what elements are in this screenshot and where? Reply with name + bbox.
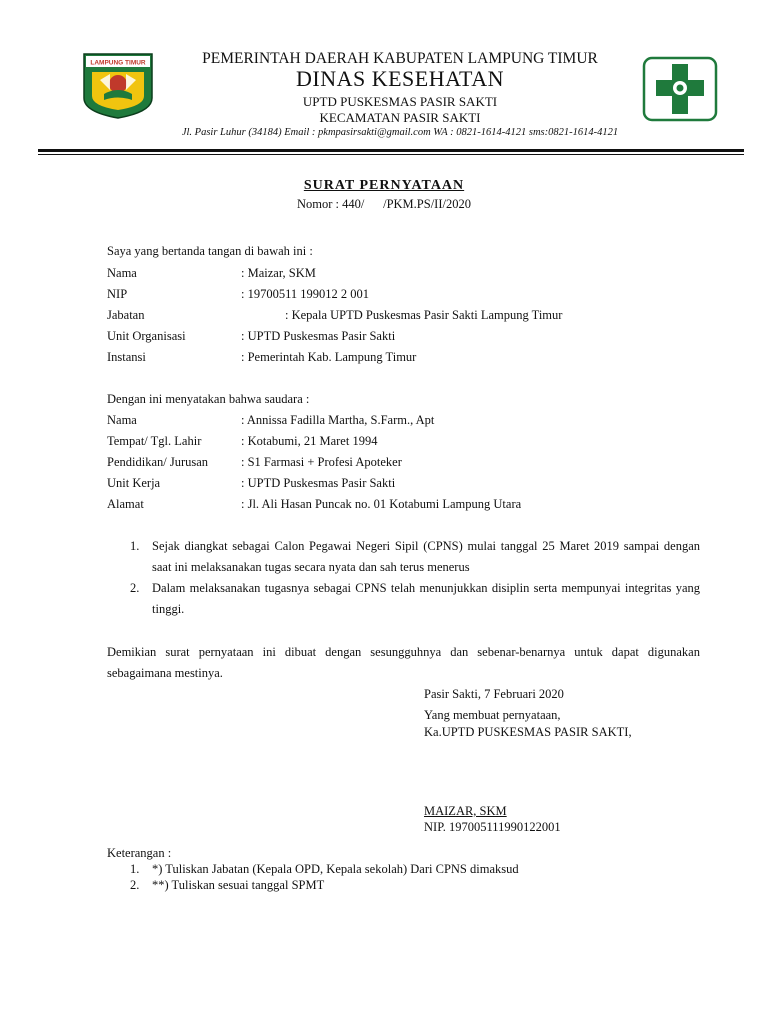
- signer-value-nip: : 19700511 199012 2 001: [241, 287, 370, 301]
- note-text-1: *) Tuliskan Jabatan (Kepala OPD, Kepala sekolah) Dari CPNS dimaksud: [152, 862, 519, 876]
- signature-place-date: Pasir Sakti, 7 Februari 2020: [424, 687, 564, 701]
- note-text-2: **) Tuliskan sesuai tanggal SPMT: [152, 878, 325, 892]
- subject-value-workunit: : UPTD Puskesmas Pasir Sakti: [241, 476, 396, 490]
- statement-text-1: Sejak diangkat sebagai Calon Pegawai Negeri Sipil (CPNS) mulai tanggal 25 Maret 2019 sampai dengan saat ini melaksanakan tugas secara nyata dan sah terus menerus: [152, 539, 700, 574]
- note-number-2: 2.: [130, 878, 140, 892]
- signature-nip: NIP. 197005111990122001: [424, 820, 561, 834]
- signature-name: MAIZAR, SKM: [424, 804, 507, 818]
- signature-maker: Yang membuat pernyataan,: [424, 708, 561, 722]
- subject-value-birth: : Kotabumi, 21 Maret 1994: [241, 434, 378, 448]
- lampung-timur-emblem-icon: [80, 50, 156, 120]
- subject-value-education: : S1 Farmasi + Profesi Apoteker: [241, 455, 402, 469]
- statement-number-2: 2.: [130, 581, 140, 595]
- emblem-banner-text: LAMPUNG TIMUR: [90, 59, 146, 67]
- signer-label-nip: NIP: [107, 287, 128, 301]
- header-agency: DINAS KESEHATAN: [295, 66, 504, 91]
- signer-value-name: : Maizar, SKM: [241, 266, 316, 280]
- header-address: Jl. Pasir Luhur (34184) Email : pkmpasirsakti@gmail.com WA : 0821-1614-4121 sms:0821-1614-4121: [181, 127, 619, 138]
- statement-number-1: 1.: [130, 539, 140, 553]
- signer-value-unit: : UPTD Puskesmas Pasir Sakti: [241, 329, 396, 343]
- signer-label-agency: Instansi: [107, 350, 146, 364]
- notes-title: Keterangan :: [107, 846, 172, 860]
- closing-paragraph: Demikian surat pernyataan ini dibuat dengan sesungguhnya dan sebenar-benarnya untuk dapat digunakan sebagaimana mestinya.: [107, 645, 700, 680]
- signer-label-unit: Unit Organisasi: [107, 329, 186, 343]
- signer-label-name: Nama: [107, 266, 137, 280]
- note-number-1: 1.: [130, 862, 140, 876]
- letterhead-divider-thin: [38, 154, 744, 155]
- header-government: PEMERINTAH DAERAH KABUPATEN LAMPUNG TIMUR: [202, 50, 598, 67]
- puskesmas-cross-icon: [642, 56, 718, 122]
- document-number: Nomor : 440/ /PKM.PS/II/2020: [297, 197, 471, 211]
- signer-value-agency: : Pemerintah Kab. Lampung Timur: [241, 350, 417, 364]
- subject-label-address: Alamat: [107, 497, 144, 511]
- letterhead-divider-thick: [38, 149, 744, 152]
- signature-position: Ka.UPTD PUSKESMAS PASIR SAKTI,: [424, 725, 632, 739]
- subject-value-address: : Jl. Ali Hasan Puncak no. 01 Kotabumi Lampung Utara: [241, 497, 522, 511]
- subject-value-name: : Annissa Fadilla Martha, S.Farm., Apt: [241, 413, 435, 427]
- header-unit: UPTD PUSKESMAS PASIR SAKTI: [302, 94, 498, 109]
- subject-label-birth: Tempat/ Tgl. Lahir: [107, 434, 202, 448]
- header-district: KECAMATAN PASIR SAKTI: [319, 110, 481, 125]
- subject-label-education: Pendidikan/ Jurusan: [107, 455, 209, 469]
- subject-label-name: Nama: [107, 413, 137, 427]
- signer-intro: Saya yang bertanda tangan di bawah ini :: [107, 244, 313, 258]
- signer-label-position: Jabatan: [107, 308, 145, 322]
- subject-label-workunit: Unit Kerja: [107, 476, 161, 490]
- signer-value-position: : Kepala UPTD Puskesmas Pasir Sakti Lampung Timur: [285, 308, 563, 322]
- statement-text-2: Dalam melaksanakan tugasnya sebagai CPNS telah menunjukkan disiplin serta mempunyai integritas yang tinggi.: [152, 581, 700, 616]
- document-title: SURAT PERNYATAAN: [303, 178, 465, 193]
- subject-intro: Dengan ini menyatakan bahwa saudara :: [107, 392, 310, 406]
